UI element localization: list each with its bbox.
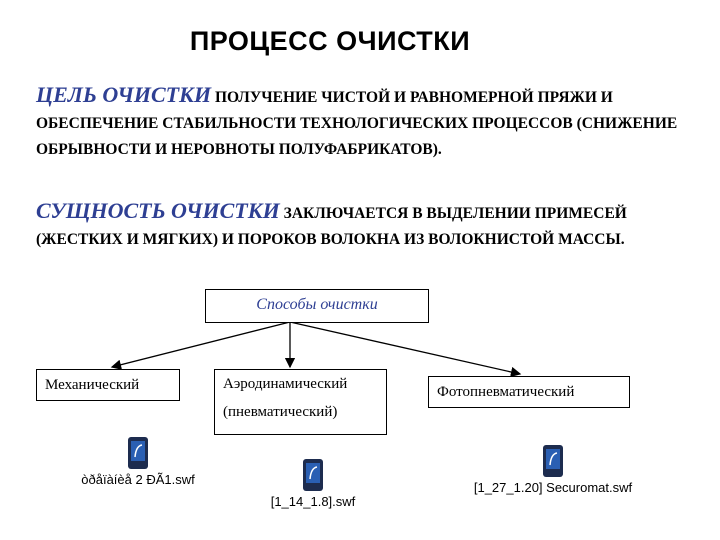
page-title: ПРОЦЕСС ОЧИСТКИ bbox=[189, 26, 471, 56]
file-swf-2[interactable] bbox=[258, 458, 368, 509]
essence-lead: СУЩНОСТЬ ОЧИСТКИ bbox=[36, 198, 280, 223]
mechanical-method-box: Механический bbox=[36, 369, 180, 401]
connector-photopneumatic bbox=[290, 322, 520, 374]
swf-file-icon bbox=[542, 444, 564, 478]
photopneumatic-method-box: Фотопневматический bbox=[428, 376, 630, 408]
swf-file-icon bbox=[127, 436, 149, 470]
purpose-text: ПОЛУЧЕНИЕ ЧИСТОЙ И РАВНОМЕРНОЙ ПРЯЖИ И ОБЕСПЕЧЕНИЕ СТАБИЛЬНОСТИ ТЕХНОЛОГИЧЕСКИХ ПРОЦЕССОВ (СНИЖЕНИЕ ОБРЫВНОСТИ И НЕРОВНОТЫ ПОЛУФАБРИКАТОВ). bbox=[36, 89, 678, 158]
swf-file-icon bbox=[302, 458, 324, 492]
cleaning-methods-box: Способы очистки bbox=[205, 289, 429, 323]
file-name: [1_14_1.8].swf bbox=[270, 494, 356, 509]
file-name: [1_27_1.20] Securomat.swf bbox=[473, 480, 633, 495]
purpose-lead: ЦЕЛЬ ОЧИСТКИ bbox=[36, 82, 212, 107]
aerodynamic-method-box bbox=[214, 369, 387, 435]
pneumatic-label: (пневматический) bbox=[223, 404, 338, 420]
essence-text: ЗАКЛЮЧАЕТСЯ В ВЫДЕЛЕНИИ ПРИМЕСЕЙ (ЖЕСТКИХ И МЯГКИХ) И ПОРОКОВ ВОЛОКНА ИЗ ВОЛОКНИСТОЙ МАССЫ. bbox=[36, 205, 627, 248]
file-name: òðåïàíèå 2 ÐÃ1.swf bbox=[81, 472, 195, 487]
aerodynamic-label: Аэродинамический bbox=[223, 376, 348, 392]
connector-mechanical bbox=[112, 322, 290, 367]
file-swf-3[interactable] bbox=[458, 444, 648, 495]
file-swf-1[interactable] bbox=[78, 436, 198, 487]
